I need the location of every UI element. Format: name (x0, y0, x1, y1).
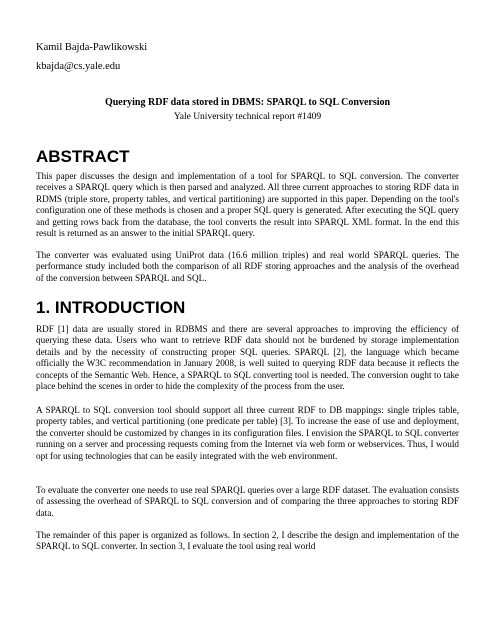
introduction-paragraph-3: To evaluate the converter one needs to use real SPARQL queries over a large RDF dataset. The evaluation consists of assessing the overhead of SPARQL to SQL conversion and of comparing the three approaches to storing RDF data. (36, 485, 459, 518)
introduction-paragraph-4: The remainder of this paper is organized as follows. In section 2, I describe the design and implementation of the SPARQL to SQL converter. In section 3, I evaluate the tool using real world (36, 530, 459, 552)
introduction-paragraph-1: RDF [1] data are usually stored in RDBMS and there are several approaches to improving the efficiency of querying these data. Users who want to retrieve RDF data should not be burdened by storage implementation details and by the necessity of constructing proper SQL queries. SPARQL [2], the language which became officially the W3C recommendation in January 2008, is well suited to querying RDF data because it reflects the concepts of the Semantic Web. Hence, a SPARQL to SQL converting tool is needed. The conversion ought to take place behind the scenes in order to hide the complexity of the process from the user. (36, 324, 459, 392)
author-name: Kamil Bajda-Pawlikowski (36, 42, 148, 53)
introduction-paragraph-2: A SPARQL to SQL conversion tool should support all three current RDF to DB mappings: single triples table, property tables, and vertical partitioning (one predicate per table) [3]. To increase the ease of use and deployment, the converter should be customized by changes in its configuration files. I envision the SPARQL to SQL converter running on a server and processing requests coming from the Internet via web form or webservices. Thus, I would opt for using technologies that can be easily integrated with the web environment. (36, 405, 459, 461)
author-email: kbajda@cs.yale.edu (36, 61, 121, 72)
abstract-paragraph-1: This paper discusses the design and implementation of a tool for SPARQL to SQL conversion. The converter receives a SPARQL query which is then parsed and analyzed. All three current approaches to storing RDF data in RDMS (triple store, property tables, and vertical partitioning) are supported in this paper. Depending on the tool's configuration one of these methods is chosen and a proper SQL query is generated. After executing the SQL query and getting rows back from the database, the tool converts the result into SPARQL XML format. In the end this result is returned as an answer to the initial SPARQL query. (36, 171, 459, 239)
introduction-heading: 1. INTRODUCTION (36, 298, 186, 317)
abstract-paragraph-2: The converter was evaluated using UniProt data (16.6 million triples) and real world SPARQL queries. The performance study included both the comparison of all RDF storing approaches and the analysis of the overhead of the conversion between SPARQL and SQL. (36, 250, 459, 283)
paper-title: Querying RDF data stored in DBMS: SPARQL to SQL Conversion (104, 97, 391, 108)
abstract-heading: ABSTRACT (36, 147, 130, 166)
paper-subtitle: Yale University technical report #1409 (173, 112, 322, 122)
